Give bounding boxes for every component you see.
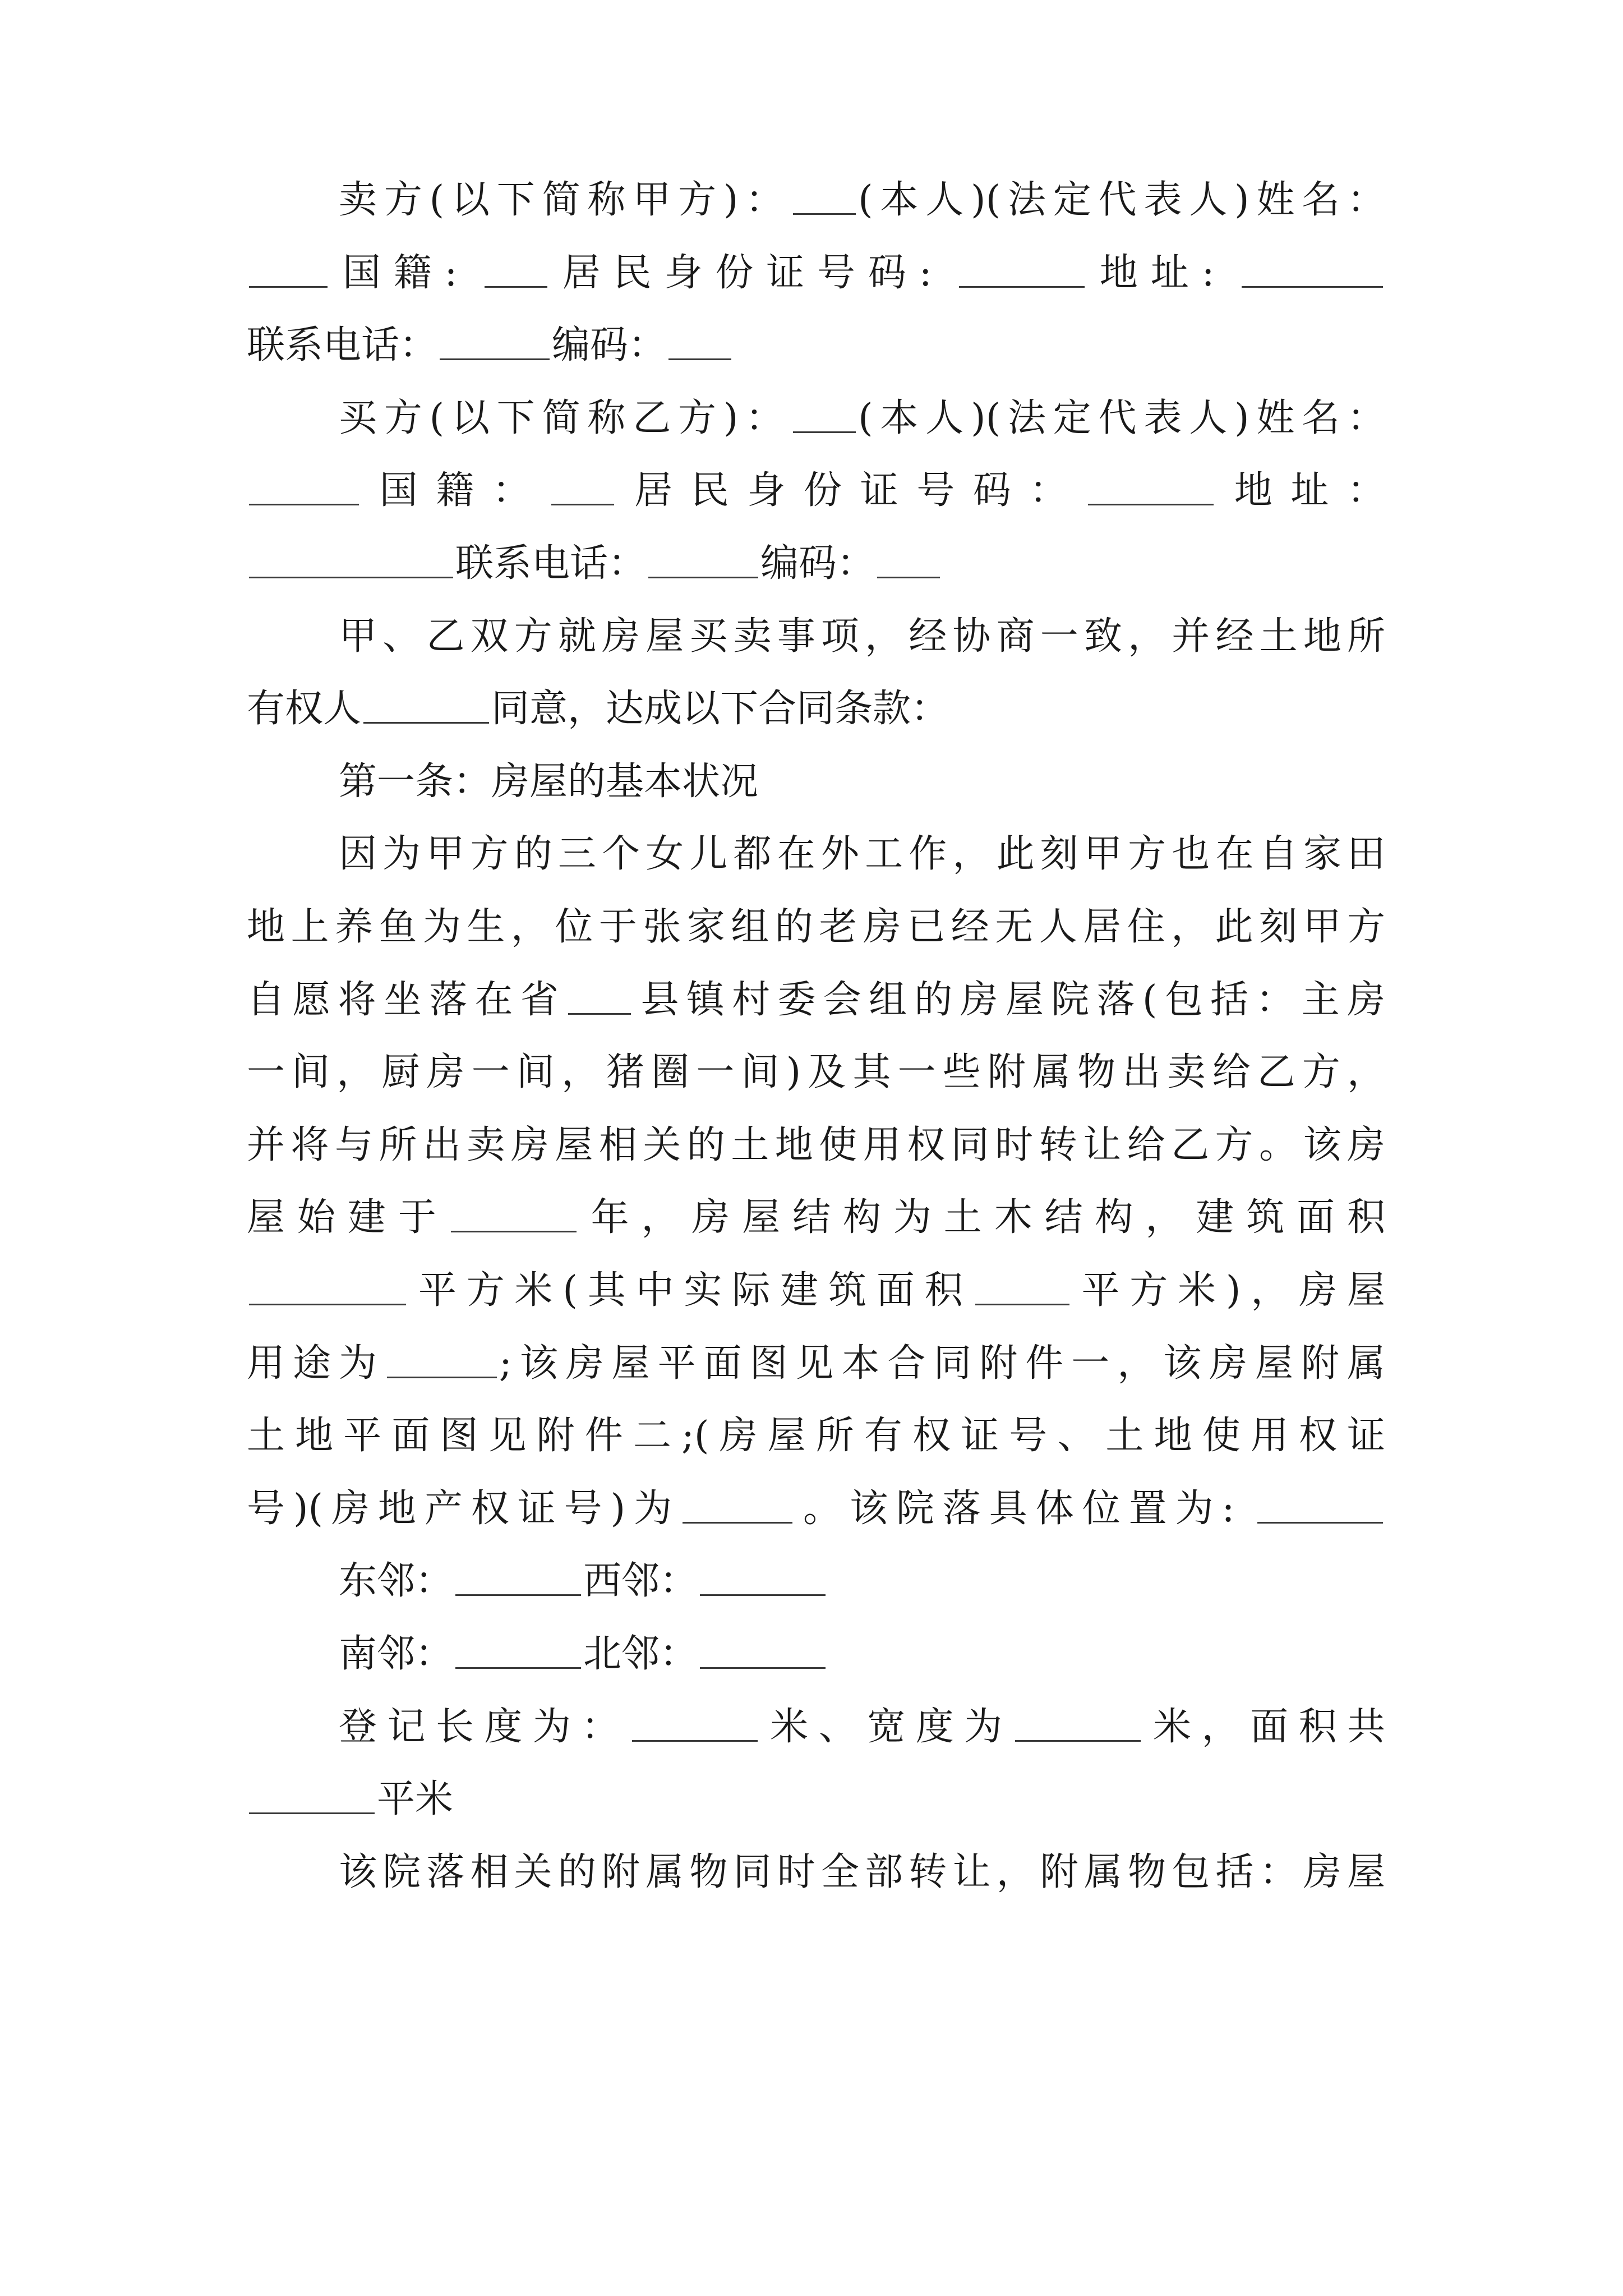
text-segment: 平方米)，房屋 [1071, 1268, 1386, 1313]
text-segment: 编码： [552, 323, 667, 368]
text-segment: 有权人 [247, 687, 362, 731]
text-segment: 北邻： [583, 1632, 698, 1676]
text-line [247, 969, 1385, 1031]
text-line [339, 1696, 1385, 1758]
text-segment: 用途为 [247, 1341, 385, 1386]
text-line [247, 1260, 1385, 1322]
text-segment: 联系电话： [247, 323, 438, 368]
fill-in-blank[interactable] [485, 252, 547, 288]
text-line [339, 1623, 1385, 1685]
text-line [339, 388, 1385, 449]
fill-in-blank[interactable] [249, 1270, 406, 1305]
text-line [247, 1187, 1385, 1249]
text-line [247, 1405, 1385, 1467]
fill-in-blank[interactable] [648, 543, 758, 578]
fill-in-blank[interactable] [451, 1197, 577, 1232]
fill-in-blank[interactable] [387, 1343, 497, 1378]
text-line [247, 1115, 1385, 1176]
fill-in-blank[interactable] [249, 470, 359, 505]
fill-in-blank[interactable] [568, 979, 631, 1015]
fill-in-blank[interactable] [700, 1561, 826, 1596]
text-segment: 登记长度为： [339, 1704, 630, 1749]
text-segment: (本人)(法定代表人)姓名： [858, 178, 1385, 222]
text-segment: 平方米(其中实际建筑面积 [408, 1268, 973, 1313]
text-segment: 居民身份证号码： [616, 468, 1086, 513]
text-segment: 年，房屋结构为土木结构，建筑面积 [578, 1195, 1385, 1240]
fill-in-blank[interactable] [455, 1634, 581, 1669]
fill-in-blank[interactable] [440, 325, 550, 360]
fill-in-blank[interactable] [683, 1488, 792, 1524]
fill-in-blank[interactable] [632, 1706, 758, 1742]
fill-in-blank[interactable] [249, 1779, 375, 1814]
text-line [339, 751, 1385, 813]
text-line [339, 169, 1385, 231]
fill-in-blank[interactable] [249, 252, 328, 288]
fill-in-blank[interactable] [877, 543, 940, 578]
text-line [247, 533, 1385, 595]
fill-in-blank[interactable] [975, 1270, 1069, 1305]
text-segment: 平米 [377, 1777, 454, 1822]
text-segment: 国籍: [330, 250, 482, 295]
fill-in-blank[interactable] [1015, 1706, 1141, 1742]
fill-in-blank[interactable] [249, 543, 453, 578]
text-segment: 东邻： [339, 1559, 454, 1604]
text-segment: 甲、乙双方就房屋买卖事项，经协商一致，并经土地所 [339, 614, 1385, 659]
text-line [339, 823, 1385, 885]
text-segment: 同意，达成以下合同条款： [491, 687, 949, 731]
text-segment: 土地平面图见附件二;(房屋所有权证号、土地使用权证 [247, 1414, 1385, 1458]
text-segment: 西邻： [583, 1559, 698, 1604]
text-segment: 编码： [760, 541, 875, 586]
fill-in-blank[interactable] [793, 180, 856, 215]
fill-in-blank[interactable] [551, 470, 614, 505]
text-line [247, 1769, 1385, 1830]
fill-in-blank[interactable] [668, 325, 731, 360]
text-segment: 地址： [1216, 468, 1385, 513]
text-segment: 买方(以下简称乙方)： [339, 395, 791, 440]
text-line [247, 242, 1385, 304]
text-segment: 自愿将坐落在省 [247, 977, 566, 1022]
text-segment: 并将与所出卖房屋相关的土地使用权同时转让给乙方。该房 [247, 1122, 1385, 1167]
text-segment: ;该房屋平面图见本合同附件一，该房屋附属 [499, 1341, 1385, 1386]
fill-in-blank[interactable] [455, 1561, 581, 1596]
text-line [247, 896, 1385, 958]
text-line [339, 1842, 1385, 1903]
fill-in-blank[interactable] [1257, 1488, 1383, 1524]
text-segment: 号)(房地产权证号)为 [247, 1486, 681, 1531]
text-segment: 。该院落具体位置为: [795, 1486, 1255, 1531]
text-segment: 居民身份证号码: [549, 250, 957, 295]
text-segment: 县镇村委会组的房屋院落(包括：主房 [633, 977, 1385, 1022]
text-line [247, 1478, 1385, 1540]
fill-in-blank[interactable] [363, 688, 489, 724]
text-line [247, 315, 1385, 376]
fill-in-blank[interactable] [700, 1634, 826, 1669]
text-segment: 米、宽度为 [759, 1704, 1013, 1749]
text-segment: 地上养鱼为生，位于张家组的老房已经无人居住，此刻甲方 [247, 905, 1385, 949]
fill-in-blank[interactable] [959, 252, 1085, 288]
fill-in-blank[interactable] [793, 398, 856, 433]
text-segment: 地址: [1087, 250, 1239, 295]
text-segment: 该院落相关的附属物同时全部转让，附属物包括：房屋 [339, 1849, 1385, 1894]
text-segment: 国籍： [361, 468, 549, 513]
text-segment: 联系电话： [455, 541, 647, 586]
text-segment: 米，面积共 [1142, 1704, 1385, 1749]
fill-in-blank[interactable] [1088, 470, 1214, 505]
text-line [247, 678, 1385, 740]
text-segment: 南邻： [339, 1632, 454, 1676]
text-segment: 一间，厨房一间，猪圈一间)及其一些附属物出卖给乙方， [247, 1050, 1385, 1095]
text-segment: 因为甲方的三个女儿都在外工作，此刻甲方也在自家田 [339, 832, 1385, 877]
text-segment: 卖方(以下简称甲方)： [339, 178, 791, 222]
text-line [339, 606, 1385, 668]
text-segment: 第一条：房屋的基本状况 [339, 759, 759, 804]
text-line [339, 1550, 1385, 1612]
fill-in-blank[interactable] [1242, 252, 1383, 288]
text-line [247, 1333, 1385, 1395]
text-line [247, 1042, 1385, 1103]
text-segment: (本人)(法定代表人)姓名： [858, 395, 1385, 440]
text-line [247, 460, 1385, 522]
text-segment: 屋始建于 [247, 1195, 449, 1240]
